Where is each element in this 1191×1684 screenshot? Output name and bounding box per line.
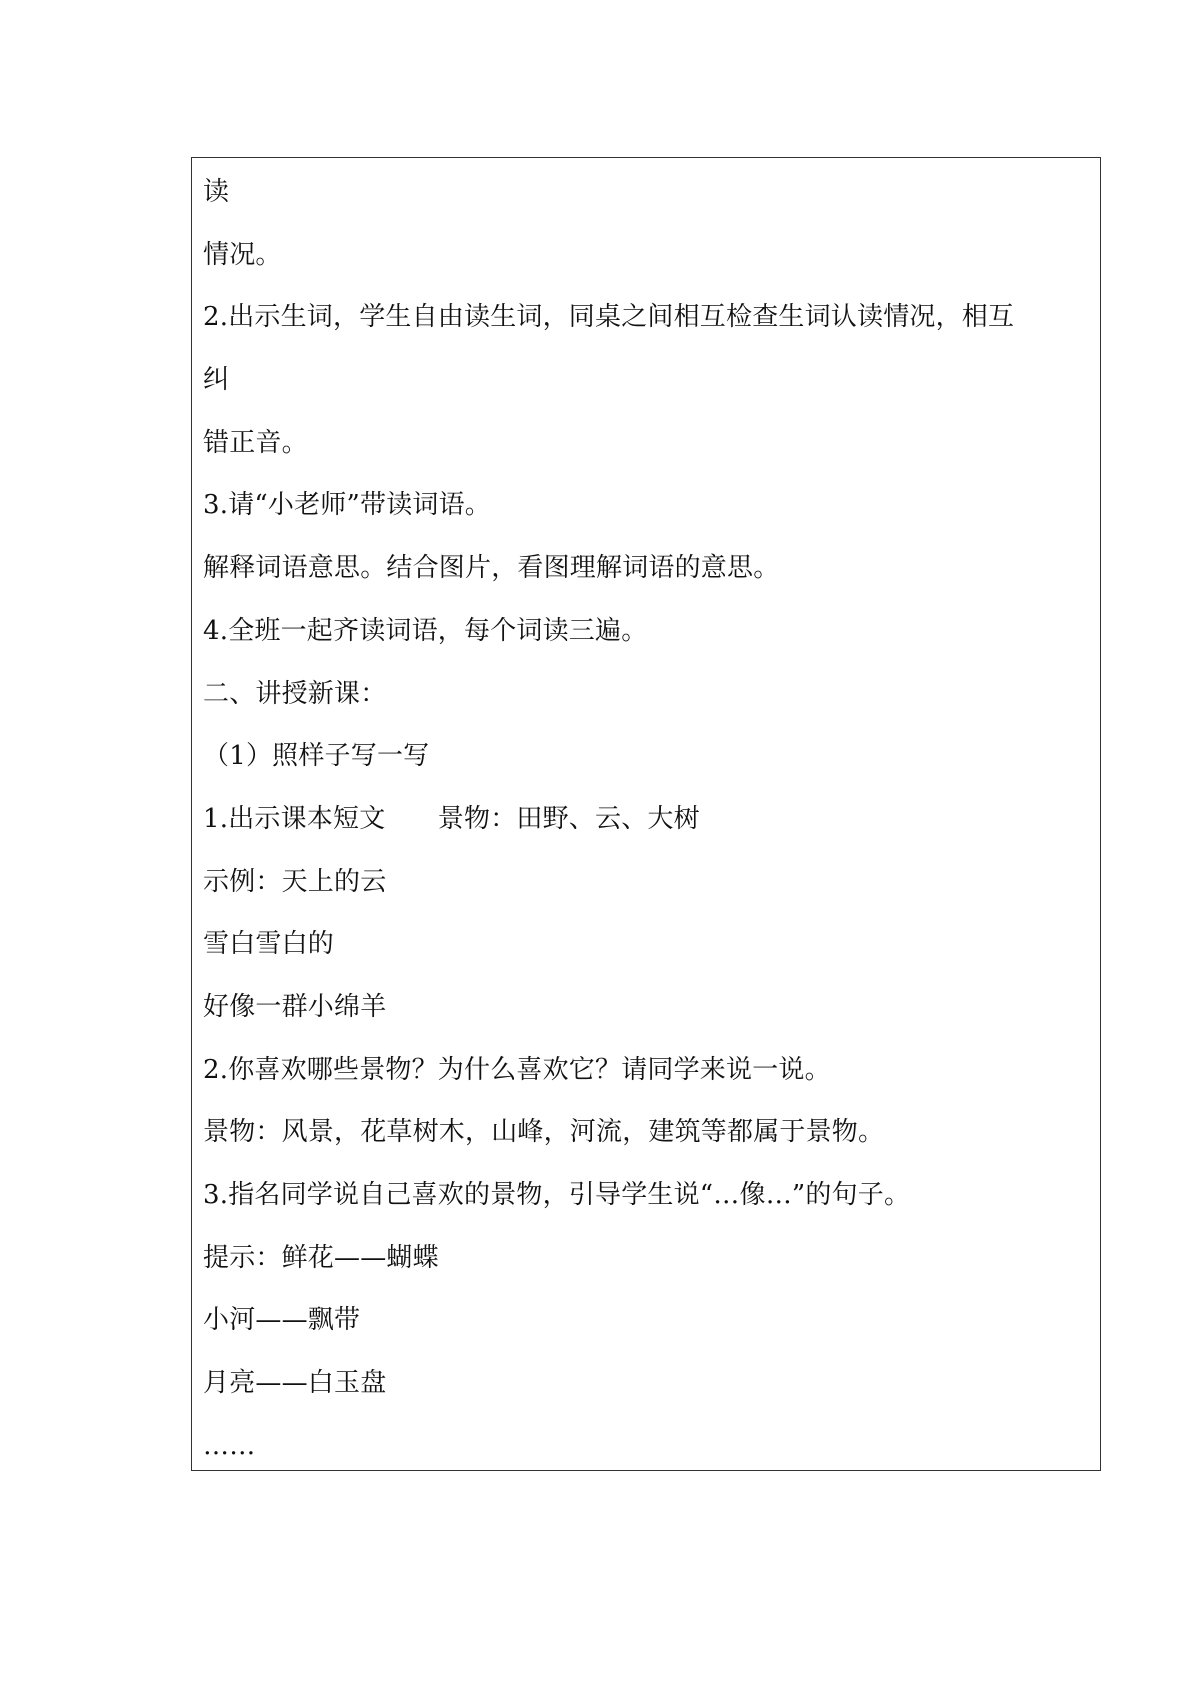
text-line: 1.出示课本短文 景物：田野、云、大树 [203,803,700,834]
lesson-plan-text [203,161,1090,1477]
text-line: 2.出示生词，学生自由读生词，同桌之间相互检查生词认读情况，相互 [203,302,1015,333]
text-line: 纠 [203,365,230,396]
text-line: …… [203,1430,256,1461]
text-line: 4.全班一起齐读词语，每个词读三遍。 [203,615,648,646]
text-line: 解释词语意思。结合图片，看图理解词语的意思。 [203,553,780,584]
text-line: 情况。 [203,239,282,270]
text-line: 示例：天上的云 [203,866,387,897]
text-line: 好像一群小绵羊 [203,991,387,1022]
text-line: 提示：鲜花——蝴蝶 [203,1242,439,1273]
text-line: 景物：风景，花草树木，山峰，河流，建筑等都属于景物。 [203,1117,885,1148]
subsection-heading: （1）照样子写一写 [203,741,430,772]
text-line: 2.你喜欢哪些景物？为什么喜欢它？请同学来说一说。 [203,1054,831,1085]
text-line: 3.请“小老师”带读词语。 [203,490,491,521]
text-line: 小河——飘带 [203,1305,361,1336]
text-line: 3.指名同学说自己喜欢的景物，引导学生说“…像…”的句子。 [203,1180,911,1210]
text-line: 月亮——白玉盘 [203,1368,387,1399]
text-line: 读 [203,177,230,207]
text-line: 雪白雪白的 [203,929,335,960]
lesson-plan-table-cell [191,157,1101,1471]
text-line: 错正音。 [203,427,308,458]
section-heading: 二、讲授新课： [203,678,387,709]
